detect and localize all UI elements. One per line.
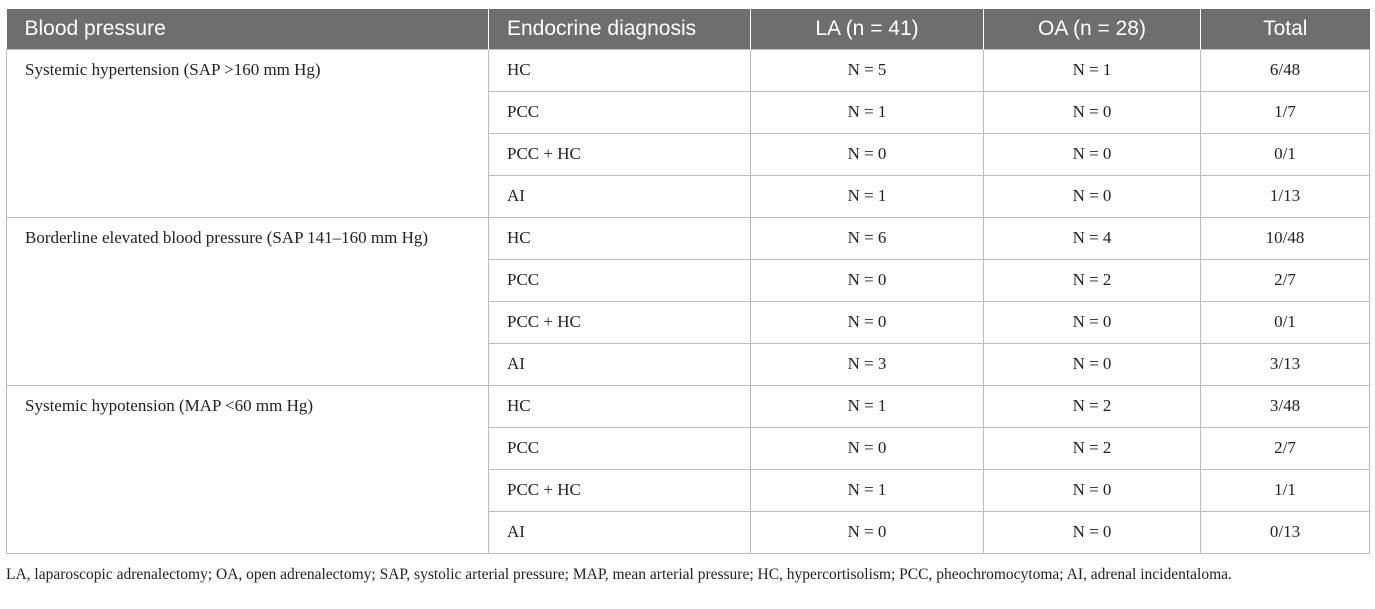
total-cell: 0/13 xyxy=(1201,511,1370,553)
oa-cell: N = 0 xyxy=(984,175,1201,217)
diagnosis-cell: AI xyxy=(489,511,751,553)
la-cell: N = 1 xyxy=(751,385,984,427)
table-row xyxy=(7,217,1370,259)
header-oa: OA (n = 28) xyxy=(984,9,1201,49)
total-cell: 1/7 xyxy=(1201,91,1370,133)
oa-cell: N = 0 xyxy=(984,301,1201,343)
diagnosis-cell: PCC xyxy=(489,91,751,133)
diagnosis-cell: HC xyxy=(489,49,751,91)
diagnosis-cell: HC xyxy=(489,217,751,259)
blood-pressure-group-label: Borderline elevated blood pressure (SAP 141–160 mm Hg) xyxy=(7,217,489,385)
total-cell: 2/7 xyxy=(1201,259,1370,301)
oa-cell: N = 4 xyxy=(984,217,1201,259)
diagnosis-cell: PCC xyxy=(489,259,751,301)
diagnosis-cell: PCC + HC xyxy=(489,301,751,343)
la-cell: N = 0 xyxy=(751,259,984,301)
blood-pressure-group-label: Systemic hypotension (MAP <60 mm Hg) xyxy=(7,385,489,553)
la-cell: N = 1 xyxy=(751,469,984,511)
header-total: Total xyxy=(1263,16,1308,40)
diagnosis-cell: AI xyxy=(489,175,751,217)
la-cell: N = 5 xyxy=(751,49,984,91)
total-cell: 3/13 xyxy=(1201,343,1370,385)
header-la: LA (n = 41) xyxy=(751,9,984,49)
total-cell: 6/48 xyxy=(1201,49,1370,91)
oa-cell: N = 2 xyxy=(984,259,1201,301)
header-blood-pressure: Blood pressure xyxy=(7,9,489,49)
oa-cell: N = 2 xyxy=(984,427,1201,469)
diagnosis-cell: PCC + HC xyxy=(489,469,751,511)
table-row xyxy=(7,385,1370,427)
oa-cell: N = 0 xyxy=(984,469,1201,511)
total-cell: 3/48 xyxy=(1201,385,1370,427)
oa-cell: N = 1 xyxy=(984,49,1201,91)
diagnosis-cell: PCC xyxy=(489,427,751,469)
total-cell: 0/1 xyxy=(1201,301,1370,343)
la-cell: N = 6 xyxy=(751,217,984,259)
diagnosis-cell: AI xyxy=(489,343,751,385)
table-footnote: LA, laparoscopic adrenalectomy; OA, open adrenalectomy; SAP, systolic arterial pressure; MAP, mean arterial pressure; HC, hypercortisolism; PCC, pheochromocytoma; AI, adrenal incidentaloma. xyxy=(6,566,1232,583)
header-endocrine-diagnosis: Endocrine diagnosis xyxy=(489,9,751,49)
oa-cell: N = 0 xyxy=(984,343,1201,385)
total-cell: 1/1 xyxy=(1201,469,1370,511)
total-cell: 2/7 xyxy=(1201,427,1370,469)
header-row xyxy=(7,9,1370,49)
oa-cell: N = 0 xyxy=(984,91,1201,133)
total-cell: 0/1 xyxy=(1201,133,1370,175)
la-cell: N = 0 xyxy=(751,511,984,553)
table-body xyxy=(7,49,1370,553)
la-cell: N = 0 xyxy=(751,133,984,175)
blood-pressure-group-label: Systemic hypertension (SAP >160 mm Hg) xyxy=(7,49,489,217)
oa-cell: N = 0 xyxy=(984,133,1201,175)
oa-cell: N = 0 xyxy=(984,511,1201,553)
la-cell: N = 1 xyxy=(751,91,984,133)
table-header xyxy=(7,9,1370,49)
la-cell: N = 1 xyxy=(751,175,984,217)
la-cell: N = 0 xyxy=(751,301,984,343)
total-cell: 10/48 xyxy=(1201,217,1370,259)
table-row xyxy=(7,49,1370,91)
la-cell: N = 0 xyxy=(751,427,984,469)
blood-pressure-table xyxy=(6,9,1370,554)
total-cell: 1/13 xyxy=(1201,175,1370,217)
la-cell: N = 3 xyxy=(751,343,984,385)
diagnosis-cell: HC xyxy=(489,385,751,427)
oa-cell: N = 2 xyxy=(984,385,1201,427)
diagnosis-cell: PCC + HC xyxy=(489,133,751,175)
